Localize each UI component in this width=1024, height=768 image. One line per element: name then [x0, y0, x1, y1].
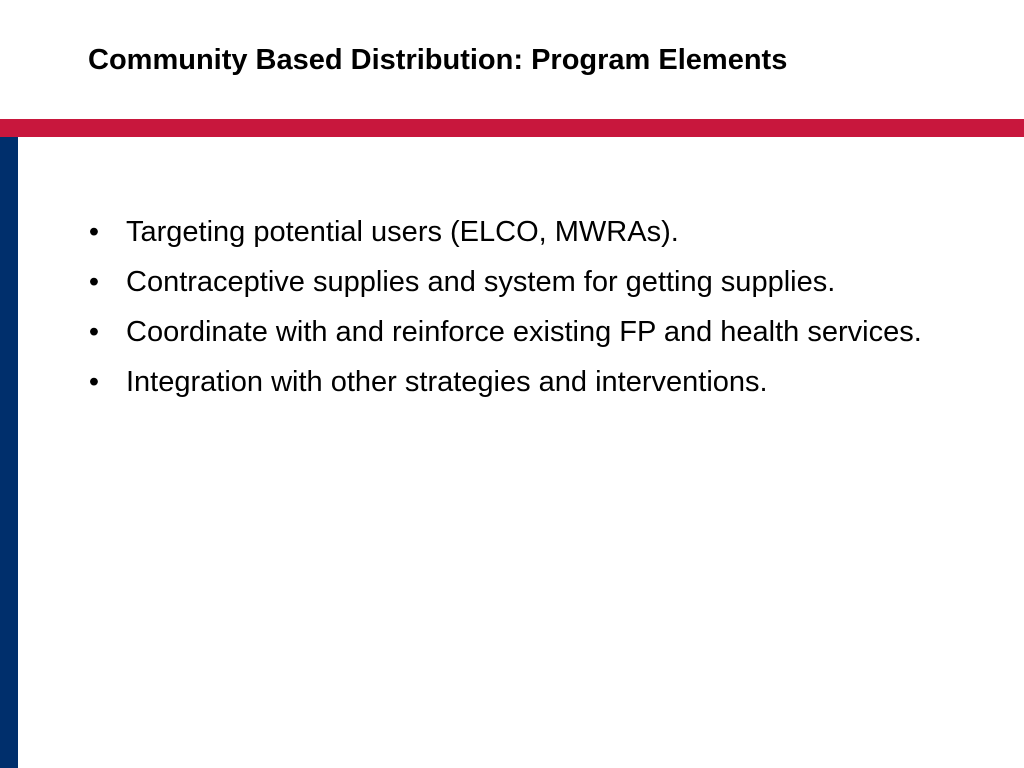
left-side-bar [0, 137, 18, 768]
slide-title: Community Based Distribution: Program Elements [88, 44, 788, 76]
title-accent-bar [0, 119, 1024, 137]
bullet-marker: • [88, 216, 100, 248]
bullet-item [84, 212, 944, 252]
bullet-item [84, 312, 944, 352]
bullet-item [84, 362, 944, 402]
bullet-text: Coordinate with and reinforce existing FP and health services. [126, 316, 922, 348]
bullet-item [84, 262, 944, 302]
bullet-list [84, 212, 944, 412]
bullet-marker: • [88, 266, 100, 298]
bullet-text: Contraceptive supplies and system for getting supplies. [126, 266, 836, 298]
bullet-marker: • [88, 316, 100, 348]
bullet-text: Targeting potential users (ELCO, MWRAs). [126, 216, 679, 248]
bullet-marker: • [88, 366, 100, 398]
bullet-text: Integration with other strategies and interventions. [126, 366, 768, 398]
